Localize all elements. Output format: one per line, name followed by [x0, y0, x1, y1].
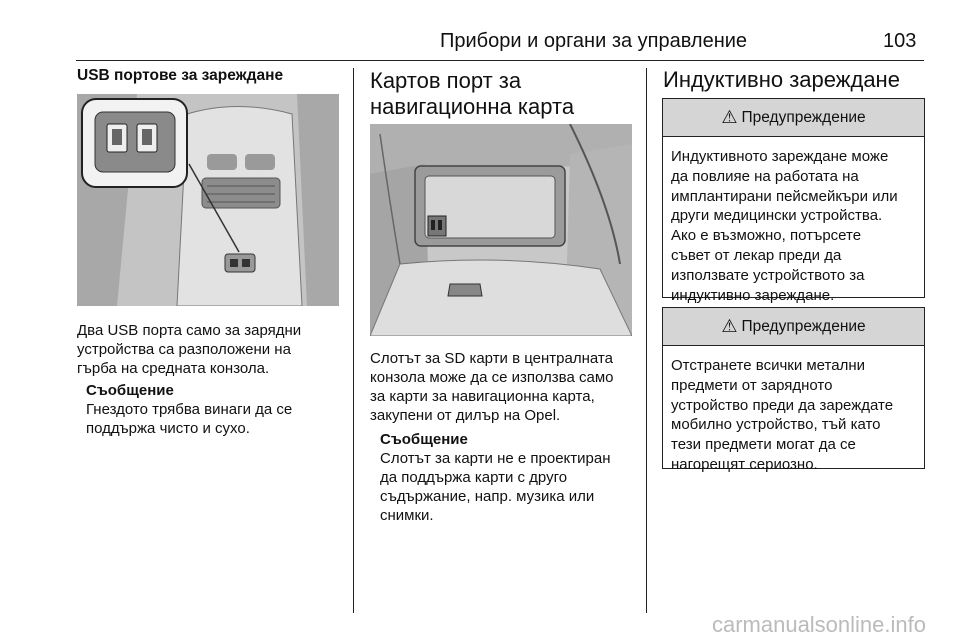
column-divider-1: [353, 68, 354, 613]
text-line: нагорещят сериозно.: [671, 455, 818, 473]
warning-triangle-icon: ⚠: [721, 316, 738, 336]
text-line: Два USB порта само за зарядни: [77, 322, 302, 339]
text-line: за карти за навигационна карта,: [370, 388, 595, 405]
text-line: конзола може да се използва само: [370, 369, 614, 386]
text-line: предмети от зарядното: [671, 376, 833, 394]
warning-title: Предупреждение: [741, 317, 866, 335]
text-line: закупени от дилър на Opel.: [370, 407, 561, 424]
usb-ports-paragraph: [77, 321, 301, 378]
usb-ports-heading: USB портове за зареждане: [77, 67, 284, 84]
note-title: Съобщение: [380, 431, 468, 448]
warning-body: [663, 137, 924, 305]
warning-header: [663, 308, 924, 346]
text-line: индуктивно зареждане.: [671, 286, 835, 304]
text-line: да поддържа карти с друго: [380, 469, 568, 486]
warning-header: [663, 99, 924, 137]
note-title: Съобщение: [86, 382, 174, 399]
page-number: 103: [883, 30, 917, 52]
warning-triangle-icon: ⚠: [721, 107, 738, 127]
text-line: други медицински устройства.: [671, 207, 883, 225]
text-line: устройство преди да зареждате: [671, 396, 894, 414]
text-line: мобилно устройство, тъй като: [671, 416, 881, 434]
header-rule: [76, 60, 924, 61]
map-card-paragraph: [370, 349, 613, 425]
warning-box-1: [662, 98, 925, 304]
heading-line: навигационна карта: [370, 94, 575, 119]
text-line: Индуктивното зареждане може: [671, 148, 889, 165]
text-line: Ако е възможно, потърсете: [671, 227, 862, 245]
text-line: Отстранете всички метални: [671, 357, 865, 374]
heading-line: Картов порт за: [370, 68, 522, 93]
text-line: съдържание, напр. музика или: [380, 488, 595, 505]
text-line: използвате устройството за: [671, 266, 865, 284]
inductive-charging-heading: Индуктивно зареждане: [663, 67, 900, 92]
warning-body: [663, 346, 924, 475]
text-line: Слотът за карти не е проектиран: [380, 450, 611, 467]
text-line: Слотът за SD карти в централната: [370, 350, 613, 367]
text-line: устройства са разположени на: [77, 341, 291, 358]
running-header-title: Прибори и органи за управление: [440, 30, 748, 52]
warning-title: Предупреждение: [741, 108, 866, 126]
text-line: поддържа чисто и сухо.: [86, 420, 250, 437]
map-card-note: [380, 430, 611, 525]
text-line: Гнездото трябва винаги да се: [86, 401, 293, 418]
text-line: тези предмети могат да се: [671, 436, 856, 454]
text-line: имплантирани пейсмейкъри или: [671, 187, 898, 205]
sd-card-slot-illustration: [370, 124, 632, 336]
text-line: гърба на средната конзола.: [77, 360, 270, 377]
text-line: снимки.: [380, 507, 434, 524]
map-card-heading: [370, 68, 574, 120]
column-divider-2: [646, 68, 647, 613]
watermark: carmanualsonline.info: [711, 612, 926, 637]
text-line: съвет от лекар преди да: [671, 246, 842, 264]
warning-box-2: [662, 307, 925, 473]
usb-note: [86, 381, 292, 438]
text-line: да повлияе на работата на: [671, 167, 859, 185]
usb-ports-illustration: [77, 94, 339, 306]
